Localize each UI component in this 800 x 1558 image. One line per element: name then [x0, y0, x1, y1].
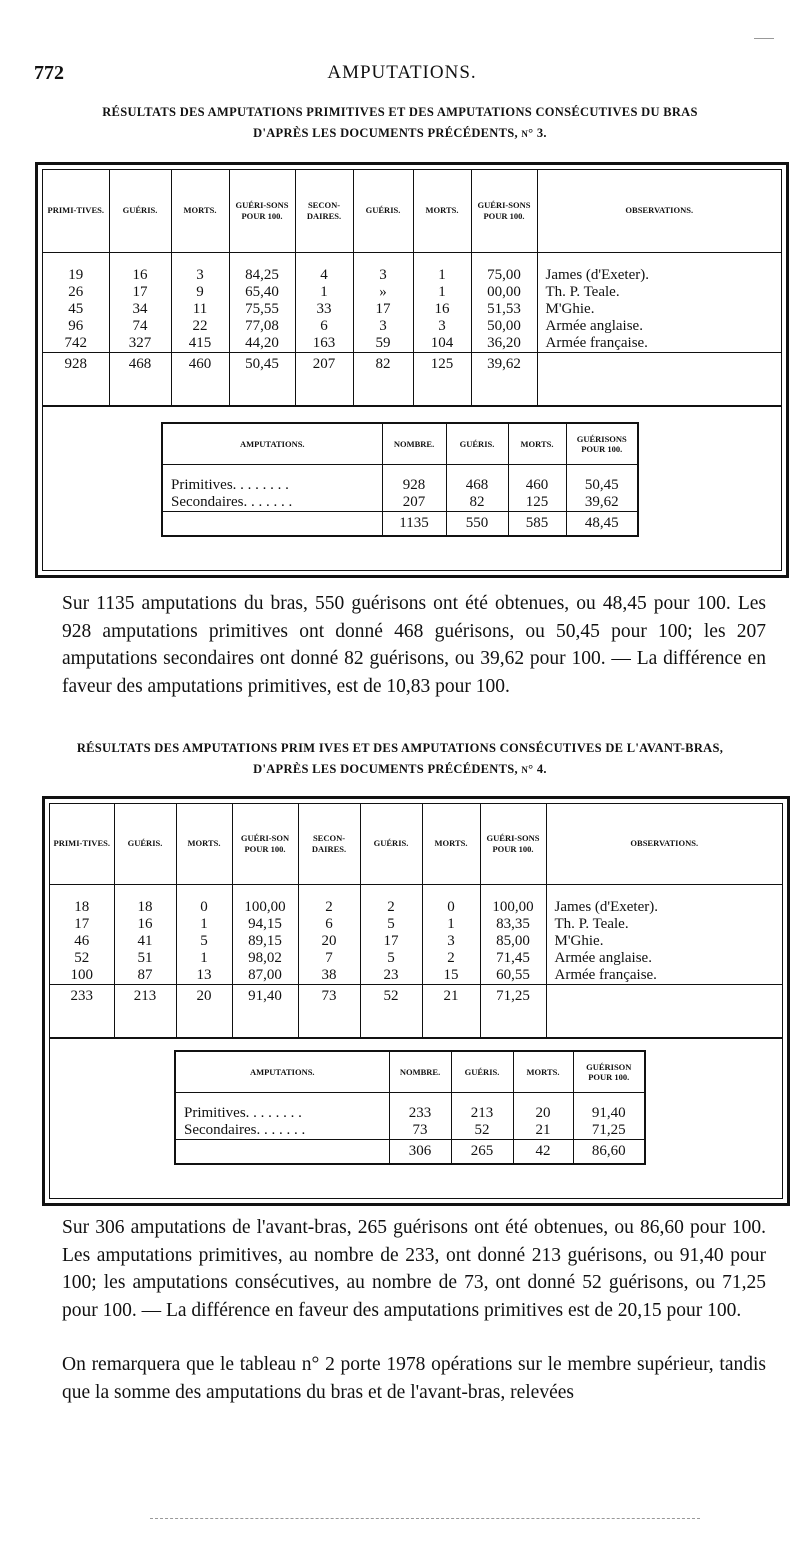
spacer-cell — [353, 252, 413, 267]
filler-cell — [360, 1007, 422, 1038]
summary-cell: 52 — [451, 1122, 513, 1140]
spacer-cell — [176, 884, 232, 899]
table-row — [50, 933, 782, 950]
data-cell: 83,35 — [480, 916, 546, 933]
total-cell — [546, 984, 782, 1007]
data-cell: 3 — [422, 933, 480, 950]
data-cell: 163 — [295, 335, 353, 353]
data-cell: 17 — [50, 916, 114, 933]
observation-cell: Armée anglaise. — [545, 317, 643, 334]
summary-row — [162, 477, 638, 494]
total-cell: 460 — [171, 352, 229, 375]
table4-caption — [30, 738, 770, 780]
summary-total-cell: 1135 — [382, 512, 446, 537]
summary-cell: 213 — [451, 1105, 513, 1122]
column-header: GUÉRI-SONS POUR 100. — [480, 804, 546, 884]
summary-header: AMPUTATIONS. — [162, 423, 382, 465]
observation-cell: Armée française. — [545, 334, 648, 351]
summary-gap — [175, 1093, 645, 1106]
data-cell: 100,00 — [480, 899, 546, 916]
spacer-cell — [114, 884, 176, 899]
table3-header-row — [43, 170, 781, 252]
filler-cell — [353, 375, 413, 406]
filler-cell — [422, 1007, 480, 1038]
summary-header: GUÉRISONS POUR 100. — [566, 423, 638, 465]
data-cell: 51 — [114, 950, 176, 967]
table-row — [43, 318, 781, 335]
data-cell: 104 — [413, 335, 471, 353]
data-cell: 96 — [43, 318, 109, 335]
gap-cell — [175, 1093, 389, 1106]
spacer-cell — [471, 252, 537, 267]
filler-cell — [546, 1007, 782, 1038]
gap-cell — [162, 465, 382, 478]
data-cell: » — [353, 284, 413, 301]
table-row — [50, 899, 782, 916]
data-cell: 0 — [176, 899, 232, 916]
table4-summary-header — [175, 1051, 645, 1093]
data-cell: 16 — [114, 916, 176, 933]
spacer-cell — [43, 252, 109, 267]
page-header — [34, 62, 770, 88]
data-cell: 60,55 — [480, 967, 546, 985]
data-cell: 16 — [413, 301, 471, 318]
filler-cell — [295, 375, 353, 406]
data-cell: 98,02 — [232, 950, 298, 967]
total-cell: 233 — [50, 984, 114, 1007]
page-corner-mark — [754, 38, 774, 39]
data-cell: 22 — [171, 318, 229, 335]
column-header: MORTS. — [422, 804, 480, 884]
summary-label: Primitives. . . . . . . . — [162, 477, 382, 494]
summary-total-cell: 265 — [451, 1140, 513, 1165]
summary-total-row — [162, 512, 638, 537]
paragraph-forearm: Sur 306 amputations de l'avant-bras, 265 guérisons ont été obtenues, ou 86,60 pour 100. Les amputations primitives, au nombre de 233, ont donné 213 guérisons, ou 91,40 pour 100; les amputations consécutives, au nombre de 73, ont donné 52 guérisons, ou 71,25 pour 100. — La différence en faveur des amputations primitives est de 20,15 pour 100. — [62, 1217, 766, 1321]
data-cell: 742 — [43, 335, 109, 353]
summary-total-cell: 585 — [508, 512, 566, 537]
data-cell: 18 — [50, 899, 114, 916]
data-cell: 75,55 — [229, 301, 295, 318]
table3-caption-line2: D'APRÈS LES DOCUMENTS PRÉCÉDENTS, n° 3. — [253, 126, 547, 140]
table4-caption-line1: RÉSULTATS DES AMPUTATIONS PRIM IVES ET DES AMPUTATIONS CONSÉCUTIVES DE L'AVANT-BRAS, — [76, 741, 724, 755]
filler-cell — [298, 1007, 360, 1038]
filler-cell — [480, 1007, 546, 1038]
data-cell: 2 — [298, 899, 360, 916]
total-cell: 71,25 — [480, 984, 546, 1007]
table4-main — [50, 804, 782, 1039]
data-cell: 1 — [422, 916, 480, 933]
total-cell: 207 — [295, 352, 353, 375]
data-cell: 1 — [413, 284, 471, 301]
column-header: MORTS. — [413, 170, 471, 252]
total-cell: 20 — [176, 984, 232, 1007]
column-header: GUÉRIS. — [353, 170, 413, 252]
total-cell — [537, 352, 781, 375]
summary-header: MORTS. — [513, 1051, 573, 1093]
data-cell: 17 — [353, 301, 413, 318]
data-cell: 33 — [295, 301, 353, 318]
data-cell: 327 — [109, 335, 171, 353]
observation-cell: Th. P. Teale. — [554, 915, 629, 932]
filler-cell — [176, 1007, 232, 1038]
filler-row — [50, 1007, 782, 1038]
table-row — [50, 967, 782, 985]
spacer-cell — [298, 884, 360, 899]
data-cell: 45 — [43, 301, 109, 318]
summary-total-row — [175, 1140, 645, 1165]
column-header: GUÉRI-SONS POUR 100. — [471, 170, 537, 252]
filler-cell — [413, 375, 471, 406]
column-header: GUÉRI-SONS POUR 100. — [229, 170, 295, 252]
data-cell: 3 — [353, 318, 413, 335]
summary-header: GUÉRISON POUR 100. — [573, 1051, 645, 1093]
data-cell: 46 — [50, 933, 114, 950]
gap-cell — [382, 465, 446, 478]
observation-cell: Armée anglaise. — [554, 949, 652, 966]
data-cell: 100 — [50, 967, 114, 985]
observation-cell: M'Ghie. — [554, 932, 604, 949]
spacer-cell — [413, 252, 471, 267]
summary-cell: 460 — [508, 477, 566, 494]
data-cell: 11 — [171, 301, 229, 318]
summary-total-cell: 48,45 — [566, 512, 638, 537]
spacer-row — [43, 252, 781, 267]
column-header: PRIMI-TIVES. — [43, 170, 109, 252]
data-cell: 74 — [109, 318, 171, 335]
observation-cell: James (d'Exeter). — [554, 898, 658, 915]
filler-cell — [537, 375, 781, 406]
summary-total-cell: 306 — [389, 1140, 451, 1165]
data-cell: 59 — [353, 335, 413, 353]
data-cell: 16 — [109, 267, 171, 284]
total-cell: 21 — [422, 984, 480, 1007]
spacer-cell — [232, 884, 298, 899]
summary-row — [175, 1122, 645, 1140]
table4-header-row — [50, 804, 782, 884]
summary-header: GUÉRIS. — [446, 423, 508, 465]
gap-cell — [451, 1093, 513, 1106]
data-cell: 26 — [43, 284, 109, 301]
summary-label: Secondaires. . . . . . . — [175, 1122, 389, 1140]
running-title: AMPUTATIONS. — [327, 62, 477, 83]
filler-cell — [229, 375, 295, 406]
summary-cell: 21 — [513, 1122, 573, 1140]
total-cell: 91,40 — [232, 984, 298, 1007]
data-cell: 38 — [298, 967, 360, 985]
data-cell: 51,53 — [471, 301, 537, 318]
table-row — [43, 335, 781, 353]
summary-cell: 125 — [508, 494, 566, 512]
spacer-cell — [295, 252, 353, 267]
total-cell: 52 — [360, 984, 422, 1007]
data-cell: 5 — [360, 950, 422, 967]
summary-cell: 50,45 — [584, 477, 619, 493]
filler-cell — [232, 1007, 298, 1038]
data-cell: 6 — [295, 318, 353, 335]
column-header: GUÉRI-SON POUR 100. — [232, 804, 298, 884]
column-header: PRIMI-TIVES. — [50, 804, 114, 884]
summary-header: NOMBRE. — [389, 1051, 451, 1093]
data-cell: 13 — [176, 967, 232, 985]
column-header: GUÉRIS. — [360, 804, 422, 884]
summary-total-blank — [162, 512, 382, 537]
spacer-cell — [546, 884, 782, 899]
data-cell: 5 — [360, 916, 422, 933]
data-cell: 71,45 — [480, 950, 546, 967]
data-cell: 18 — [114, 899, 176, 916]
data-cell: 1 — [413, 267, 471, 284]
summary-row — [162, 494, 638, 512]
total-cell: 213 — [114, 984, 176, 1007]
data-cell: 50,00 — [471, 318, 537, 335]
summary-label: Secondaires. . . . . . . — [162, 494, 382, 512]
table-row — [43, 301, 781, 318]
data-cell: 15 — [422, 967, 480, 985]
summary-header: AMPUTATIONS. — [175, 1051, 389, 1093]
filler-cell — [471, 375, 537, 406]
summary-header: MORTS. — [508, 423, 566, 465]
data-cell: 1 — [295, 284, 353, 301]
data-cell: 5 — [176, 933, 232, 950]
data-cell: 23 — [360, 967, 422, 985]
column-header: SECON-DAIRES. — [295, 170, 353, 252]
total-cell: 73 — [298, 984, 360, 1007]
data-cell: 85,00 — [480, 933, 546, 950]
data-cell: 1 — [176, 916, 232, 933]
data-cell: 4 — [295, 267, 353, 284]
total-cell: 928 — [43, 352, 109, 375]
table3-caption — [30, 102, 770, 144]
data-cell: 77,08 — [229, 318, 295, 335]
summary-cell: 233 — [389, 1105, 451, 1122]
data-cell: 2 — [360, 899, 422, 916]
observation-cell: Th. P. Teale. — [545, 283, 620, 300]
spacer-cell — [229, 252, 295, 267]
totals-row — [43, 352, 781, 375]
total-cell: 39,62 — [471, 352, 537, 375]
data-cell: 0 — [422, 899, 480, 916]
summary-cell: 468 — [446, 477, 508, 494]
gap-cell — [508, 465, 566, 478]
data-cell: 20 — [298, 933, 360, 950]
column-header: GUÉRIS. — [109, 170, 171, 252]
spacer-cell — [422, 884, 480, 899]
summary-cell: 71,25 — [591, 1122, 626, 1138]
data-cell: 3 — [171, 267, 229, 284]
paragraph-arm: Sur 1135 amputations du bras, 550 guérisons ont été obtenues, ou 48,45 pour 100. Les 928 amputations primitives ont donné 468 guérisons, ou 50,45 pour 100; les 207 amputations secondaires ont donné 82 guérisons, ou 39,62 pour 100. — La différence en faveur des amputations primitives, est de 10,83 pour 100. — [62, 593, 766, 697]
data-cell: 41 — [114, 933, 176, 950]
table-row — [43, 284, 781, 301]
table-row — [43, 267, 781, 284]
summary-cell: 73 — [389, 1122, 451, 1140]
total-cell: 468 — [109, 352, 171, 375]
observation-cell: Armée française. — [554, 966, 657, 983]
totals-row — [50, 984, 782, 1007]
data-cell: 34 — [109, 301, 171, 318]
summary-cell: 928 — [382, 477, 446, 494]
table-row — [50, 950, 782, 967]
data-cell: 36,20 — [471, 335, 537, 353]
data-cell: 17 — [360, 933, 422, 950]
observation-cell: M'Ghie. — [545, 300, 595, 317]
spacer-cell — [171, 252, 229, 267]
gap-cell — [566, 465, 638, 478]
data-cell: 6 — [298, 916, 360, 933]
column-header: MORTS. — [171, 170, 229, 252]
data-cell: 17 — [109, 284, 171, 301]
summary-row — [175, 1105, 645, 1122]
total-cell: 82 — [353, 352, 413, 375]
filler-cell — [114, 1007, 176, 1038]
table-row — [50, 916, 782, 933]
bottom-edge-marks — [150, 1518, 700, 1523]
summary-label: Primitives. . . . . . . . — [175, 1105, 389, 1122]
data-cell: 9 — [171, 284, 229, 301]
table3-inner — [42, 169, 782, 571]
data-cell: 2 — [422, 950, 480, 967]
filler-cell — [43, 375, 109, 406]
summary-cell: 207 — [382, 494, 446, 512]
total-cell: 125 — [413, 352, 471, 375]
total-cell: 50,45 — [229, 352, 295, 375]
table4-caption-line2: D'APRÈS LES DOCUMENTS PRÉCÉDENTS, n° 4. — [253, 762, 547, 776]
spacer-cell — [109, 252, 171, 267]
summary-total-cell: 86,60 — [573, 1140, 645, 1165]
summary-total-cell: 42 — [513, 1140, 573, 1165]
data-cell: 415 — [171, 335, 229, 353]
filler-cell — [50, 1007, 114, 1038]
column-header: SECON-DAIRES. — [298, 804, 360, 884]
summary-header: NOMBRE. — [382, 423, 446, 465]
table4-inner — [49, 803, 783, 1199]
summary-header: GUÉRIS. — [451, 1051, 513, 1093]
spacer-cell — [50, 884, 114, 899]
summary-cell: 91,40 — [591, 1105, 626, 1121]
table3-main — [43, 170, 781, 407]
column-header: OBSERVATIONS. — [537, 170, 781, 252]
spacer-cell — [360, 884, 422, 899]
data-cell: 100,00 — [232, 899, 298, 916]
data-cell: 00,00 — [471, 284, 537, 301]
summary-total-blank — [175, 1140, 389, 1165]
summary-total-cell: 550 — [446, 512, 508, 537]
data-cell: 94,15 — [232, 916, 298, 933]
data-cell: 89,15 — [232, 933, 298, 950]
data-cell: 75,00 — [471, 267, 537, 284]
table3-caption-line1: RÉSULTATS DES AMPUTATIONS PRIMITIVES ET DES AMPUTATIONS CONSÉCUTIVES DU BRAS — [102, 105, 698, 119]
data-cell: 3 — [353, 267, 413, 284]
summary-cell: 39,62 — [584, 494, 619, 510]
page-number: 772 — [34, 62, 64, 84]
paragraph-remark: On remarquera que le tableau n° 2 porte 1978 opérations sur le membre supérieur, tandis que la somme des amputations du bras et de l'avant-bras, relevées — [62, 1354, 766, 1403]
table3-summary — [161, 422, 639, 537]
column-header: MORTS. — [176, 804, 232, 884]
summary-gap — [162, 465, 638, 478]
table4-summary — [174, 1050, 646, 1165]
gap-cell — [513, 1093, 573, 1106]
data-cell: 1 — [176, 950, 232, 967]
data-cell: 7 — [298, 950, 360, 967]
gap-cell — [389, 1093, 451, 1106]
data-cell: 52 — [50, 950, 114, 967]
data-cell: 19 — [43, 267, 109, 284]
column-header: GUÉRIS. — [114, 804, 176, 884]
filler-cell — [171, 375, 229, 406]
spacer-cell — [480, 884, 546, 899]
table4-frame — [42, 796, 790, 1206]
table3-frame — [35, 162, 789, 578]
table3-summary-header — [162, 423, 638, 465]
data-cell: 65,40 — [229, 284, 295, 301]
data-cell: 3 — [413, 318, 471, 335]
gap-cell — [573, 1093, 645, 1106]
data-cell: 87,00 — [232, 967, 298, 985]
spacer-cell — [537, 252, 781, 267]
filler-cell — [109, 375, 171, 406]
summary-cell: 20 — [513, 1105, 573, 1122]
summary-cell: 82 — [446, 494, 508, 512]
data-cell: 44,20 — [229, 335, 295, 353]
data-cell: 84,25 — [229, 267, 295, 284]
column-header: OBSERVATIONS. — [546, 804, 782, 884]
gap-cell — [446, 465, 508, 478]
spacer-row — [50, 884, 782, 899]
filler-row — [43, 375, 781, 406]
observation-cell: James (d'Exeter). — [545, 266, 649, 283]
data-cell: 87 — [114, 967, 176, 985]
